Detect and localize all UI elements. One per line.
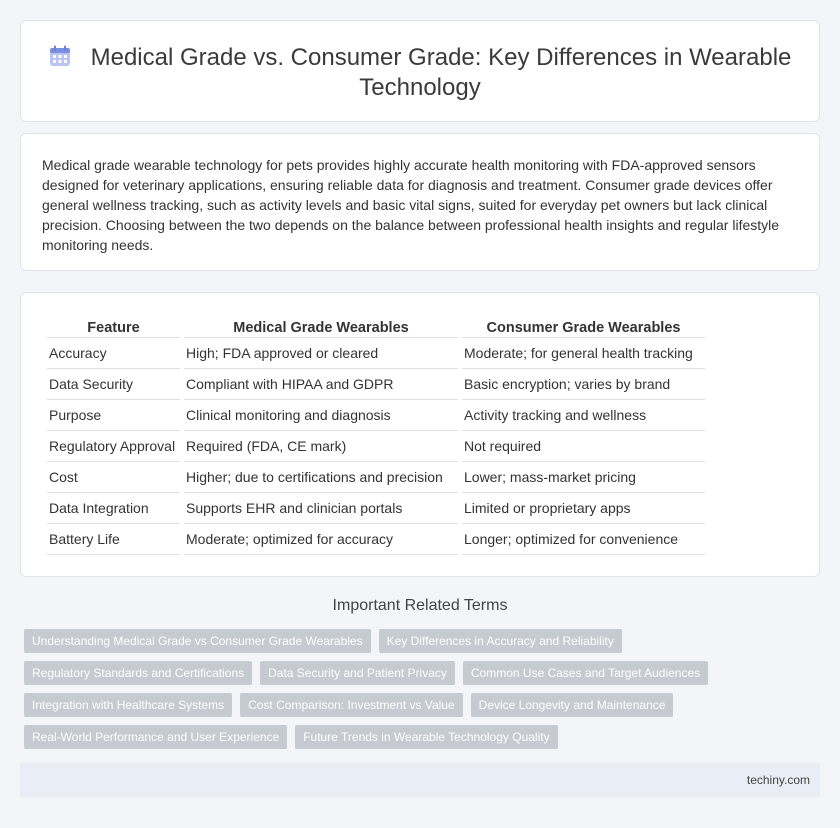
related-terms-list bbox=[24, 629, 814, 757]
table-cell: Supports EHR and clinician portals bbox=[184, 493, 458, 524]
footer bbox=[20, 763, 820, 797]
tag-row bbox=[24, 661, 814, 685]
table-cell: Moderate; for general health tracking bbox=[462, 338, 705, 369]
related-term-link[interactable]: Real-World Performance and User Experience bbox=[24, 725, 287, 749]
header-feature: Feature bbox=[47, 316, 180, 338]
related-term-link[interactable]: Cost Comparison: Investment vs Value bbox=[240, 693, 463, 717]
table-cell: Data Security bbox=[47, 369, 180, 400]
table-cell: Not required bbox=[462, 431, 705, 462]
tag-row bbox=[24, 725, 814, 749]
related-term-link[interactable]: Common Use Cases and Target Audiences bbox=[463, 661, 708, 685]
table-cell: Limited or proprietary apps bbox=[462, 493, 705, 524]
tag-row bbox=[24, 693, 814, 717]
table-cell: Compliant with HIPAA and GDPR bbox=[184, 369, 458, 400]
table-cell: Regulatory Approval bbox=[47, 431, 180, 462]
related-term-link[interactable]: Future Trends in Wearable Technology Quality bbox=[295, 725, 557, 749]
table-row bbox=[47, 400, 705, 431]
related-term-link[interactable]: Key Differences in Accuracy and Reliability bbox=[379, 629, 622, 653]
related-term-link[interactable]: Understanding Medical Grade vs Consumer Grade Wearables bbox=[24, 629, 371, 653]
related-terms-title: Important Related Terms bbox=[332, 597, 508, 614]
table-row bbox=[47, 338, 705, 369]
intro-card bbox=[20, 133, 820, 271]
related-term-link[interactable]: Regulatory Standards and Certifications bbox=[24, 661, 252, 685]
table-header-row bbox=[47, 316, 705, 338]
table-cell: Battery Life bbox=[47, 524, 180, 555]
table-cell: Accuracy bbox=[47, 338, 180, 369]
table-cell: Basic encryption; varies by brand bbox=[462, 369, 705, 400]
footer-site-link[interactable]: techiny.com bbox=[746, 773, 810, 787]
table-cell: Lower; mass-market pricing bbox=[462, 462, 705, 493]
comparison-card bbox=[20, 292, 820, 577]
comparison-table bbox=[43, 316, 709, 555]
table-cell: Purpose bbox=[47, 400, 180, 431]
table-cell: Moderate; optimized for accuracy bbox=[184, 524, 458, 555]
related-term-link[interactable]: Integration with Healthcare Systems bbox=[24, 693, 232, 717]
table-cell: Longer; optimized for convenience bbox=[462, 524, 705, 555]
table-cell: Clinical monitoring and diagnosis bbox=[184, 400, 458, 431]
header-medical: Medical Grade Wearables bbox=[184, 316, 458, 338]
related-term-link[interactable]: Data Security and Patient Privacy bbox=[260, 661, 455, 685]
page-title-wrap bbox=[21, 43, 819, 103]
header-consumer: Consumer Grade Wearables bbox=[462, 316, 705, 338]
table-cell: Data Integration bbox=[47, 493, 180, 524]
table-cell: Activity tracking and wellness bbox=[462, 400, 705, 431]
page-title: Medical Grade vs. Consumer Grade: Key Differences in Wearable Technology bbox=[90, 44, 792, 101]
table-row bbox=[47, 524, 705, 555]
table-row bbox=[47, 493, 705, 524]
table-row bbox=[47, 431, 705, 462]
table-row bbox=[47, 369, 705, 400]
table-cell: High; FDA approved or cleared bbox=[184, 338, 458, 369]
table-cell: Cost bbox=[47, 462, 180, 493]
tag-row bbox=[24, 629, 814, 653]
intro-paragraph: Medical grade wearable technology for pets provides highly accurate health monitoring with FDA-approved sensors designed for veterinary applications, ensuring reliable data for diagnosis and treatment. Consumer grade devices offer general wellness tracking, such as activity levels and basic vital signs, suited for everyday pet owners but lack clinical precision. Choosing between the two depends on the balance between professional health insights and regular lifestyle monitoring needs. bbox=[42, 157, 780, 253]
related-term-link[interactable]: Device Longevity and Maintenance bbox=[471, 693, 674, 717]
table-cell: Required (FDA, CE mark) bbox=[184, 431, 458, 462]
calendar-icon bbox=[49, 45, 71, 67]
table-cell: Higher; due to certifications and precision bbox=[184, 462, 458, 493]
header-card bbox=[20, 20, 820, 122]
table-row bbox=[47, 462, 705, 493]
